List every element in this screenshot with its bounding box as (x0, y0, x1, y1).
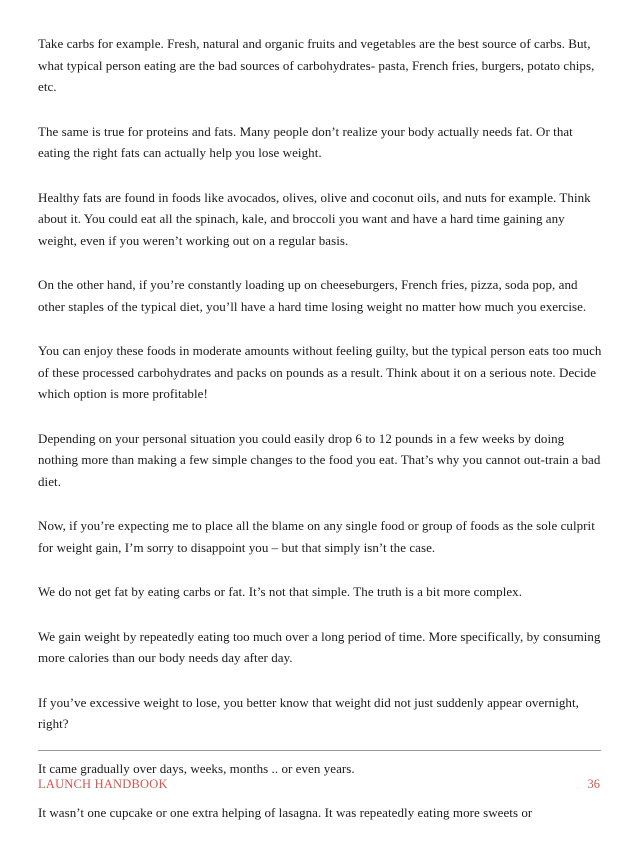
paragraph: Now, if you’re expecting me to place all the blame on any single food or group of foods as the sole culprit for weight gain, I’m sorry to disappoint you – but that simply isn’t the case. (38, 518, 595, 555)
page-number: 36 (587, 777, 600, 791)
paragraph: It came gradually over days, weeks, months .. or even years. (38, 760, 355, 776)
footer-title: LAUNCH HANDBOOK (38, 777, 168, 791)
paragraph: You can enjoy these foods in moderate amounts without feeling guilty, but the typical person eats too much of these processed carbohydrates and packs on pounds as a result. Think about it on a serious note. Decide which option is more profitable! (38, 343, 602, 401)
paragraph: If you’ve excessive weight to lose, you better know that weight did not just suddenly appear overnight, right? (38, 694, 579, 731)
paragraph: Healthy fats are found in foods like avocados, olives, olive and coconut oils, and nuts for example. Think about it. You could eat all the spinach, kale, and broccoli you want and have a hard time gaining any weight, even if you weren’t working out on a regular basis. (38, 189, 591, 248)
paragraph: The same is true for proteins and fats. Many people don’t realize your body actually needs fat. Or that eating the right fats can actually help you lose weight. (38, 123, 573, 160)
paragraph: Take carbs for example. Fresh, natural and organic fruits and vegetables are the best source of carbs. But, what typical person eating are the bad sources of carbohydrates- pasta, French fries, burgers, potato chips, etc. (38, 36, 595, 94)
paragraph: Depending on your personal situation you could easily drop 6 to 12 pounds in a few weeks by doing nothing more than making a few simple changes to the food you eat. That’s why you cannot out-train a bad diet. (38, 430, 601, 489)
paragraph: We gain weight by repeatedly eating too much over a long period of time. More specifically, by consuming more calories than our body needs day after day. (38, 628, 601, 665)
paragraph: On the other hand, if you’re constantly loading up on cheeseburgers, French fries, pizza, soda pop, and other staples of the typical diet, you’ll have a hard time losing weight no matter how much you exercise. (38, 277, 587, 314)
body-text (38, 33, 604, 847)
footer-divider (38, 750, 601, 751)
paragraph: We do not get fat by eating carbs or fat. It’s not that simple. The truth is a bit more complex. (38, 584, 523, 599)
paragraph: It wasn’t one cupcake or one extra helping of lasagna. It was repeatedly eating more sweets or (38, 805, 533, 820)
